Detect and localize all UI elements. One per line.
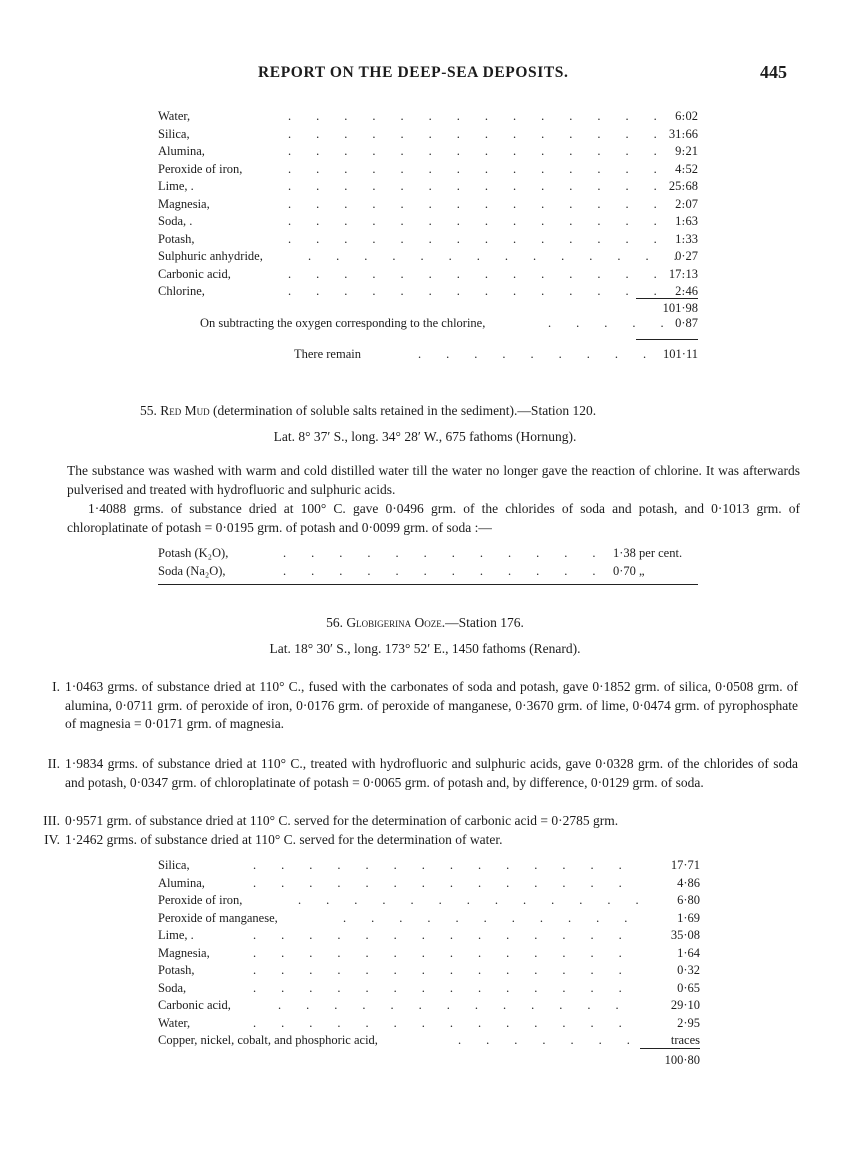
leader-dots [288, 266, 688, 284]
row-value: 2·46 [675, 284, 698, 298]
leader-dots [288, 196, 688, 214]
leader-dots [253, 980, 643, 998]
row-label: Magnesia, [158, 196, 210, 211]
table-row [158, 231, 698, 249]
row-value: 1·38 per cent. [613, 546, 683, 560]
item-number: III. [43, 813, 60, 828]
row-value: 2·07 [675, 196, 698, 211]
row-label: Silica, [158, 126, 190, 141]
row-label: Peroxide of iron, [158, 893, 243, 907]
row-value: 0·27 [675, 249, 698, 263]
row-value: 6·02 [675, 109, 698, 123]
row-label: Soda, [158, 980, 187, 995]
section-55-heading [140, 402, 740, 421]
table-row [158, 545, 718, 563]
row-value: 1·33 [675, 231, 698, 246]
row-value: 29·10 [670, 998, 700, 1012]
row-label: Copper, nickel, cobalt, and phosphoric acid, [158, 1033, 378, 1047]
row-value: 101·11 [663, 347, 698, 361]
table-row [158, 1032, 700, 1050]
row-label: Potash, [158, 231, 195, 246]
table-row [158, 108, 698, 126]
row-label: Magnesia, [158, 945, 210, 960]
row-label: Soda, . [158, 214, 193, 228]
row-label: Carbonic acid, [158, 998, 231, 1012]
item-number: I. [52, 679, 60, 694]
table-row [158, 283, 698, 301]
table-row [158, 997, 700, 1015]
row-label: There remain [294, 347, 361, 361]
row-value: 1·63 [675, 214, 698, 228]
row-value: 17·71 [670, 858, 700, 872]
table-row [158, 248, 698, 266]
table-row [158, 892, 700, 910]
row-value: 4·52 [675, 161, 698, 176]
leader-dots [288, 143, 688, 161]
row-value: 0·70 „ [613, 563, 645, 578]
table-row [158, 927, 700, 945]
leader-dots [253, 875, 643, 893]
row-label: Lime, . [158, 928, 194, 942]
row-value: 0·65 [677, 980, 700, 995]
sum-rule [636, 339, 698, 340]
enumerated-item [30, 831, 800, 851]
row-label: Water, [158, 109, 191, 123]
section-56-heading [150, 614, 700, 633]
row-label: Carbonic acid, [158, 266, 231, 281]
row-label: Alumina, [158, 875, 205, 890]
analysis-table-1 [158, 108, 698, 301]
item-text: 0·9571 grm. of substance dried at 110° C. served for the determination of carbonic acid = 0·2785 grm. [65, 813, 619, 828]
running-head [0, 64, 850, 88]
total-value: 101·98 [662, 301, 698, 315]
row-value: 25·68 [668, 179, 698, 193]
row-value: 1·64 [677, 945, 700, 960]
table-row [158, 196, 698, 214]
section-rule [158, 584, 698, 585]
leader-dots [288, 126, 688, 144]
leader-dots [418, 346, 668, 364]
analysis-table-3 [158, 857, 700, 1050]
enumerated-item [30, 812, 800, 832]
leader-dots [253, 927, 643, 945]
row-label: Peroxide of iron, [158, 161, 243, 176]
row-label: Water, [158, 1015, 191, 1030]
row-label: Sulphuric anhydride, [158, 249, 263, 263]
leader-dots [288, 108, 688, 126]
row-label: Chlorine, [158, 284, 205, 298]
item-text: 1·0463 grms. of substance dried at 110° C., fused with the carbonates of soda and potash, gave 0·1852 grm. of silica, 0·0508 grm. of alumina, 0·0711 grm. of peroxide of iron, 0·0176 grm. of peroxide of manganese, 0·3670 grm. of lime, 0·0474 grm. of pyrophosphate of magnesia = 0·0171 grm. of magnesia. [65, 679, 798, 731]
analysis-total-3 [158, 1052, 700, 1070]
row-value: 31·66 [668, 126, 698, 141]
table-row [158, 980, 700, 998]
leader-dots [288, 178, 688, 196]
table-row [158, 178, 698, 196]
section-number: 56. [326, 615, 343, 630]
row-value: traces [670, 1033, 700, 1047]
row-value: 2·95 [677, 1015, 700, 1030]
leader-dots [288, 213, 688, 231]
leader-dots [298, 892, 643, 910]
paragraph-text: The substance was washed with warm and cold distilled water till the water no longer gave the reaction of chlorine. It was afterwards pulverised and treated with hydrofluoric and sulphuric acids. [67, 463, 800, 497]
section-number: 55. [140, 403, 157, 418]
leader-dots [343, 910, 643, 928]
row-label: Alumina, [158, 144, 205, 158]
row-value: 0·32 [677, 963, 700, 977]
section-name: Red Mud [160, 403, 210, 418]
leader-dots [253, 962, 643, 980]
sum-rule [640, 1048, 700, 1049]
row-value: 9·21 [675, 144, 698, 158]
table-row [158, 910, 700, 928]
section-name: Globigerina Ooze. [346, 615, 446, 630]
remain-row [158, 346, 698, 364]
item-text: 1·9834 grms. of substance dried at 110° C., treated with hydrofluoric and sulphuric acids, gave 0·0328 grm. of the chlorides of soda and potash, 0·0347 grm. of chloroplatinate of potash = 0·0065 grm. of potash and, by difference, 0·0129 grm. of soda. [65, 756, 798, 790]
leader-dots [253, 857, 643, 875]
table-row [158, 857, 700, 875]
table-row [158, 962, 700, 980]
row-label: Peroxide of manganese, [158, 910, 278, 925]
table-row [158, 945, 700, 963]
item-text: 1·2462 grms. of substance dried at 110° C. served for the determination of water. [65, 832, 503, 847]
row-value: 35·08 [670, 928, 700, 942]
section-title: —Station 176. [445, 615, 524, 630]
row-value: 4·86 [677, 875, 700, 890]
table-row [158, 126, 698, 144]
table-row [158, 315, 698, 333]
leader-dots [253, 1015, 643, 1033]
paragraph-text: 1·4088 grms. of substance dried at 100° C. gave 0·0496 grm. of the chlorides of soda and potash, and 0·1013 grm. of chloroplatinate of potash = 0·0195 grm. of potash and 0·0099 grm. of soda :— [67, 501, 800, 535]
enumerated-item [30, 678, 800, 756]
row-label: Soda (Na₂O), [158, 563, 226, 578]
row-label: On subtracting the oxygen corresponding to the chlorine, [200, 316, 486, 330]
section-title: (determination of soluble salts retained in the sediment).—Station 120. [213, 403, 597, 418]
total-row [158, 1052, 700, 1070]
row-value: 1·69 [677, 910, 700, 925]
table-row [158, 563, 718, 581]
page-title: REPORT ON THE DEEP-SEA DEPOSITS. [258, 64, 569, 81]
table-row [158, 213, 698, 231]
leader-dots [288, 161, 688, 179]
table-row [158, 266, 698, 284]
leader-dots [283, 545, 613, 563]
leader-dots [253, 945, 643, 963]
row-value: 17·13 [668, 266, 698, 281]
leader-dots [288, 231, 688, 249]
leader-dots [283, 563, 613, 581]
section-55-paragraph-2 [67, 500, 800, 537]
section-55-paragraph-1 [67, 462, 800, 499]
leader-dots [458, 1032, 648, 1050]
table-row [158, 875, 700, 893]
analysis-table-2 [158, 545, 718, 580]
item-number: II. [47, 756, 60, 771]
row-label: Potash (K₂O), [158, 546, 229, 560]
section-55-location: Lat. 8° 37′ S., long. 34° 28′ W., 675 fathoms (Hornung). [273, 429, 577, 444]
row-label: Potash, [158, 963, 195, 977]
row-value: 6·80 [677, 893, 700, 907]
table-row [158, 143, 698, 161]
row-label: Lime, . [158, 179, 194, 193]
table-row [158, 1015, 700, 1033]
subtract-row [158, 315, 698, 333]
page-number: 445 [760, 62, 787, 82]
row-label: Silica, [158, 858, 190, 872]
table-row [158, 161, 698, 179]
leader-dots [278, 997, 643, 1015]
total-value: 100·80 [664, 1053, 700, 1067]
enumerated-item [30, 755, 800, 812]
leader-dots [308, 248, 688, 266]
leader-dots [288, 283, 688, 301]
sum-rule [636, 298, 698, 299]
item-number: IV. [44, 832, 60, 847]
table-row [158, 346, 698, 364]
section-56-location: Lat. 18° 30′ S., long. 173° 52′ E., 1450 fathoms (Renard). [269, 641, 581, 656]
row-value: 0·87 [675, 316, 698, 330]
